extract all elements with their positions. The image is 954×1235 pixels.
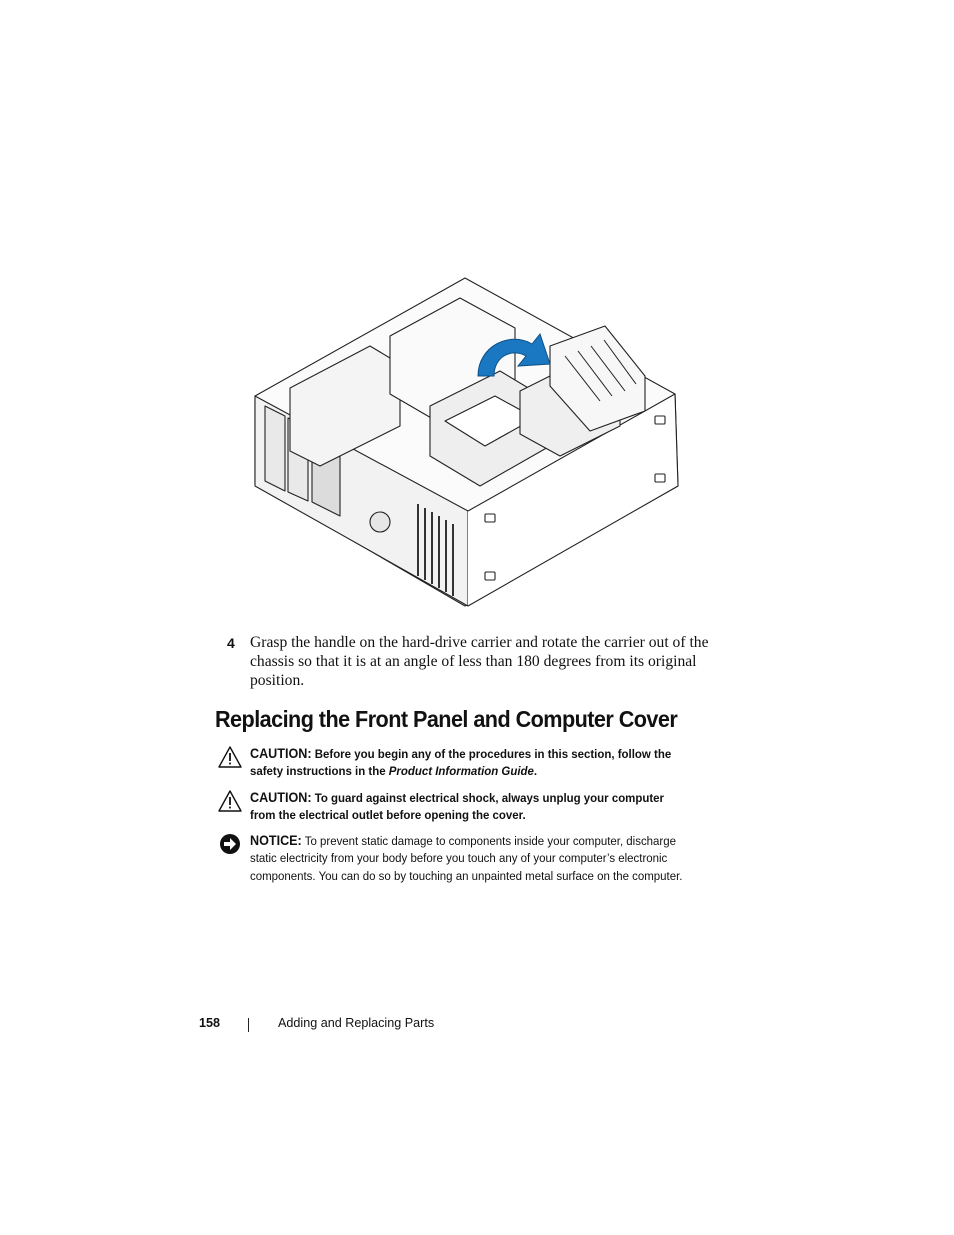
caution-icon bbox=[218, 745, 242, 769]
caution-text: Before you begin any of the procedures in this section, follow the safety instructions in the bbox=[250, 747, 672, 779]
section-heading: Replacing the Front Panel and Computer Cover bbox=[215, 706, 678, 732]
notice-text: To prevent static damage to components inside your computer, discharge static electricity from your body before you touch any of your computer’s electronic components. You can do so by touching an unpainted metal surface on the computer. bbox=[250, 834, 683, 883]
footer-divider bbox=[248, 1018, 249, 1032]
caution-label: CAUTION: bbox=[250, 746, 312, 761]
footer-section-title: Adding and Replacing Parts bbox=[278, 1016, 435, 1030]
step-number: 4 bbox=[227, 635, 235, 651]
caution-text-end: . bbox=[533, 764, 538, 779]
guide-title: Product Information Guide bbox=[388, 764, 534, 779]
computer-chassis-illustration bbox=[250, 276, 682, 612]
caution-text: To guard against electrical shock, always unplug your computer from the electrical outlet before opening the cover. bbox=[250, 791, 665, 823]
page-number: 158 bbox=[199, 1016, 221, 1030]
caution-icon bbox=[218, 789, 242, 813]
notice-label: NOTICE: bbox=[250, 833, 302, 848]
notice-arrow-icon bbox=[218, 832, 242, 856]
caution-label: CAUTION: bbox=[250, 790, 312, 805]
step-text: Grasp the handle on the hard-drive carrier and rotate the carrier out of the chassis so that it is at an angle of less than 180 degrees from its original position. bbox=[250, 634, 709, 689]
